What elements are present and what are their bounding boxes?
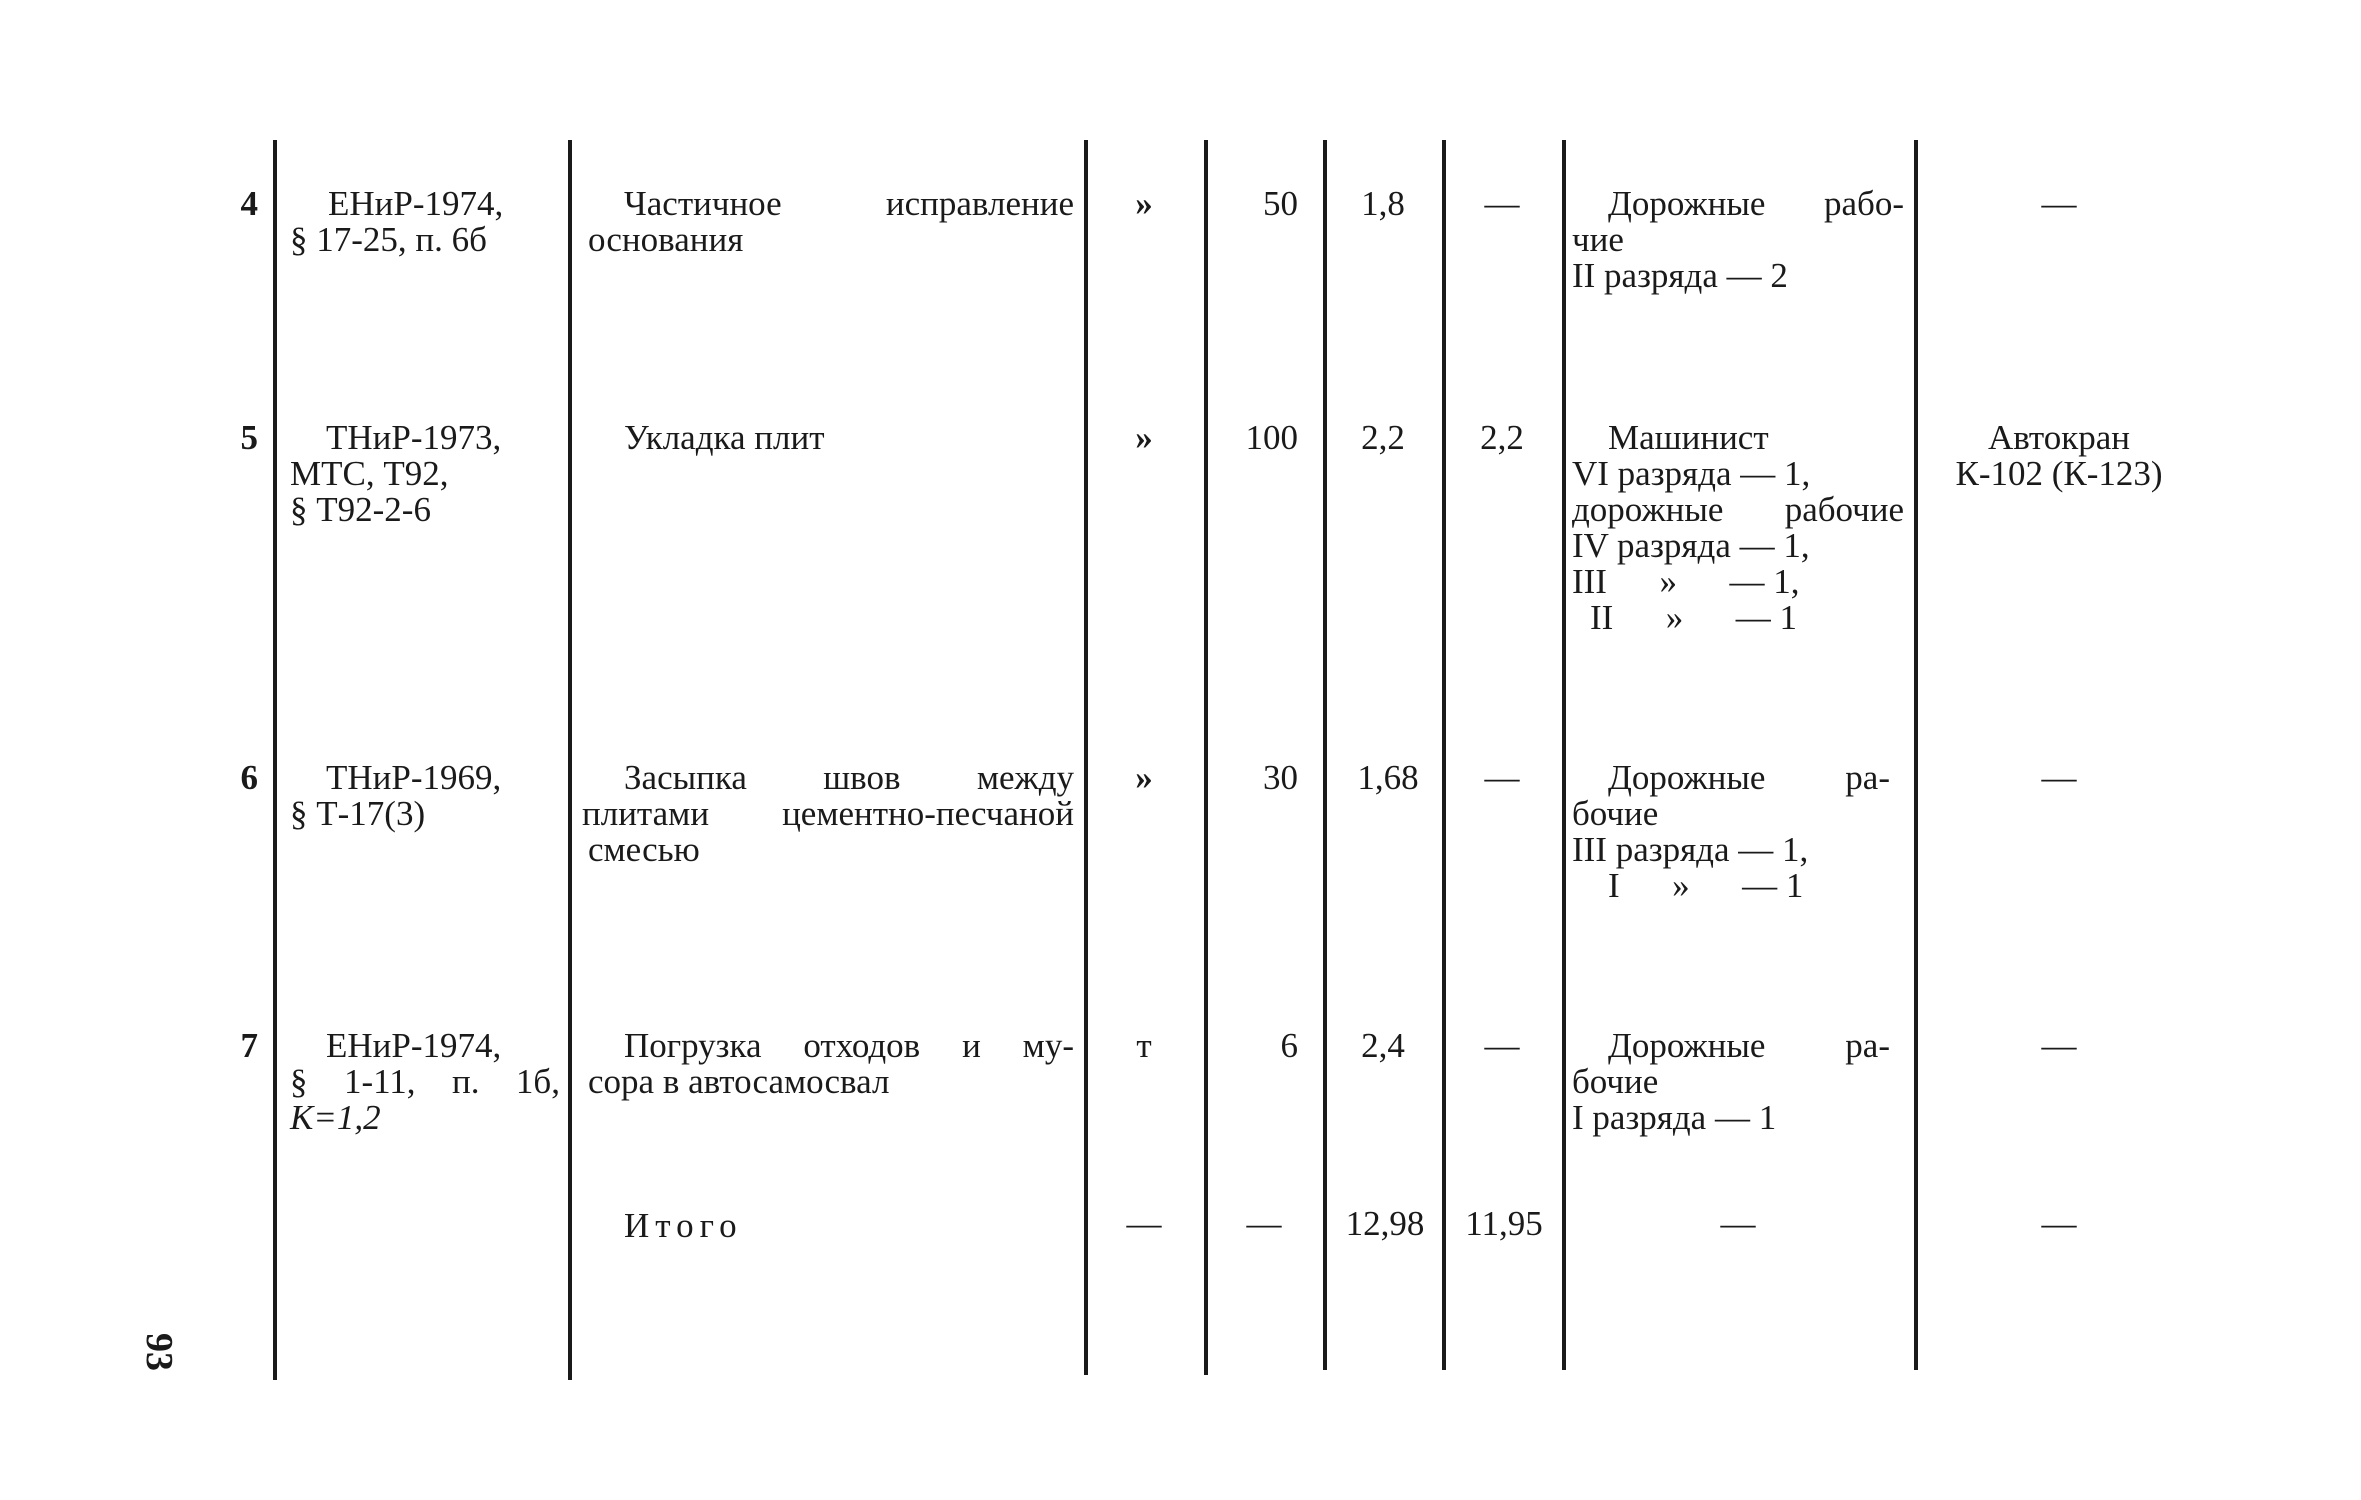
column-rule-2: [568, 140, 572, 1380]
column-rule-1: [273, 140, 277, 1380]
row-5-value-1: 2,2: [1361, 418, 1405, 457]
row-4-number: 4: [240, 184, 258, 223]
row-6-value-1: 1,68: [1357, 758, 1419, 797]
row-6-volume: 30: [1263, 758, 1298, 797]
row-5-unit: »: [1135, 418, 1153, 457]
row-4-unit: »: [1135, 184, 1153, 223]
row-5-work: Укладка плит: [624, 418, 825, 457]
row-4-machine: —: [2041, 184, 2077, 223]
row-4-reference: ЕНиР-1974, § 17-25, п. 6б: [290, 184, 504, 259]
column-rule-8: [1914, 140, 1918, 1370]
page-number: 93: [138, 1333, 180, 1371]
row-5-volume: 100: [1245, 418, 1298, 457]
row-4-volume: 50: [1263, 184, 1298, 223]
row-7-value-2: —: [1484, 1026, 1520, 1065]
column-rule-3: [1084, 140, 1088, 1375]
row-6-crew: Дорожные ра- бочие III разряда — 1, I » — 1: [1572, 758, 1890, 905]
row-6-reference: ТНиР-1969, § Т-17(3): [290, 758, 502, 833]
row-6-unit: »: [1135, 758, 1153, 797]
column-rule-6: [1442, 140, 1446, 1370]
row-7-machine: —: [2041, 1026, 2077, 1065]
total-value-2: 11,95: [1465, 1204, 1543, 1243]
row-5-value-2: 2,2: [1480, 418, 1524, 457]
row-5-crew: Машинист VI разряда — 1, дорожные рабочие IV разряда — 1, III » — 1, II » — 1: [1572, 418, 1904, 637]
column-rule-5: [1323, 140, 1327, 1370]
total-value-1: 12,98: [1345, 1204, 1425, 1243]
total-volume: —: [1246, 1204, 1282, 1243]
row-7-unit: т: [1136, 1026, 1152, 1065]
row-7-number: 7: [240, 1026, 258, 1065]
row-4-work: Частичное исправление основания: [588, 184, 1074, 259]
total-unit: —: [1126, 1204, 1162, 1243]
row-7-crew: Дорожные ра- бочие I разряда — 1: [1572, 1026, 1890, 1137]
row-5-reference: ТНиР-1973, МТС, Т92, § Т92-2-6: [290, 418, 502, 529]
column-rule-4: [1204, 140, 1208, 1375]
row-5-machine: Автокран К-102 (К-123): [1955, 418, 2163, 493]
row-5-number: 5: [240, 418, 258, 457]
row-7-volume: 6: [1280, 1026, 1298, 1065]
row-7-value-1: 2,4: [1361, 1026, 1405, 1065]
total-label: Итого: [624, 1206, 743, 1245]
column-rule-7: [1562, 140, 1566, 1370]
row-6-machine: —: [2041, 758, 2077, 797]
row-6-number: 6: [240, 758, 258, 797]
row-6-work: Засыпка швов между плитами цементно-песчаной смесью: [582, 758, 1074, 869]
total-machine: —: [2041, 1204, 2077, 1243]
total-crew: —: [1720, 1204, 1756, 1243]
row-4-value-2: —: [1484, 184, 1520, 223]
row-4-crew: Дорожные рабо- чие II разряда — 2: [1572, 184, 1904, 295]
row-6-value-2: —: [1484, 758, 1520, 797]
row-7-reference: ЕНиР-1974, § 1-11, п. 1б, К=1,2: [290, 1026, 560, 1137]
row-7-work: Погрузка отходов и му- сора в автосамосвал: [588, 1026, 1074, 1101]
row-4-value-1: 1,8: [1361, 184, 1405, 223]
